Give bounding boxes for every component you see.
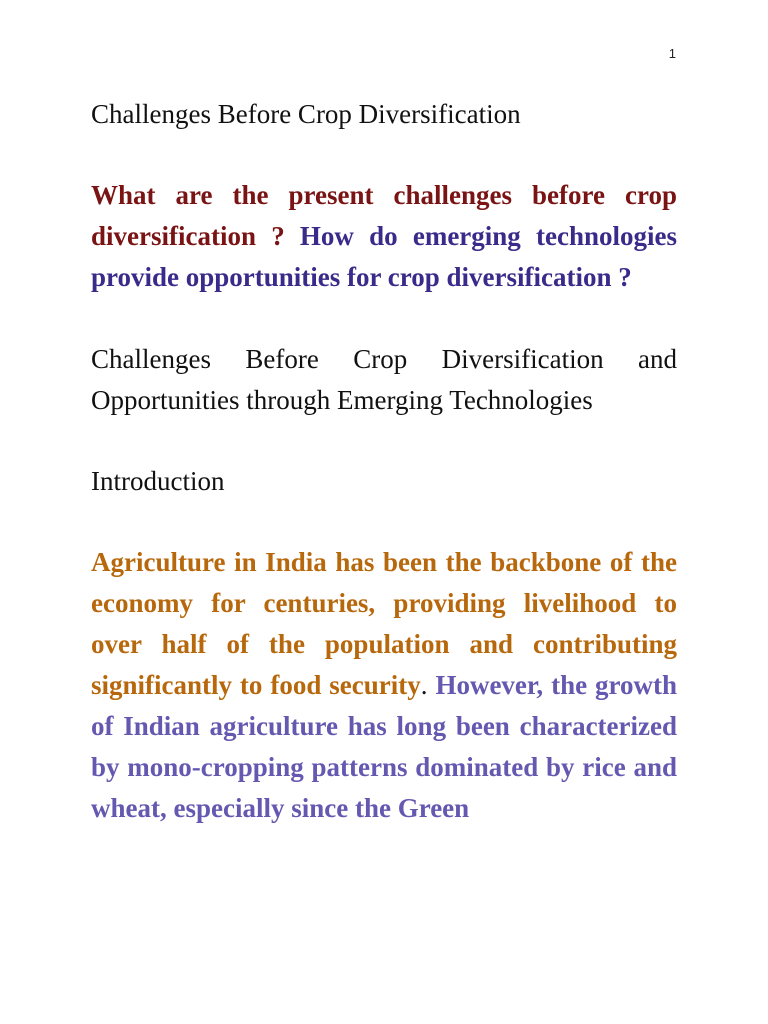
intro-period: . (420, 670, 428, 700)
document-title: Challenges Before Crop Diversification (91, 99, 521, 129)
page-number: 1 (668, 46, 676, 61)
intro-part-agriculture: Agriculture in India has been the backbone of the economy for centuries, providing livelihood to over half of the population and contributing significantly to food security (91, 547, 677, 700)
question-part-challenges: What are the present challenges before crop diversification (91, 180, 677, 251)
question-paragraph (91, 175, 677, 298)
intro-part-growth: However, the growth of Indian agriculture has long been characterized by mono-cropping patterns dominated by rice and wheat, especially since the Green (91, 670, 678, 823)
question-separator: ? (255, 221, 300, 251)
document-content (91, 94, 677, 829)
introduction-heading: Introduction (91, 466, 225, 496)
question-part-technologies: How do emerging technologies provide opportunities for crop diversification ? (91, 221, 677, 292)
section-subtitle: Challenges Before Crop Diversification and Opportunities through Emerging Technologies (91, 344, 677, 415)
introduction-paragraph (91, 542, 677, 829)
